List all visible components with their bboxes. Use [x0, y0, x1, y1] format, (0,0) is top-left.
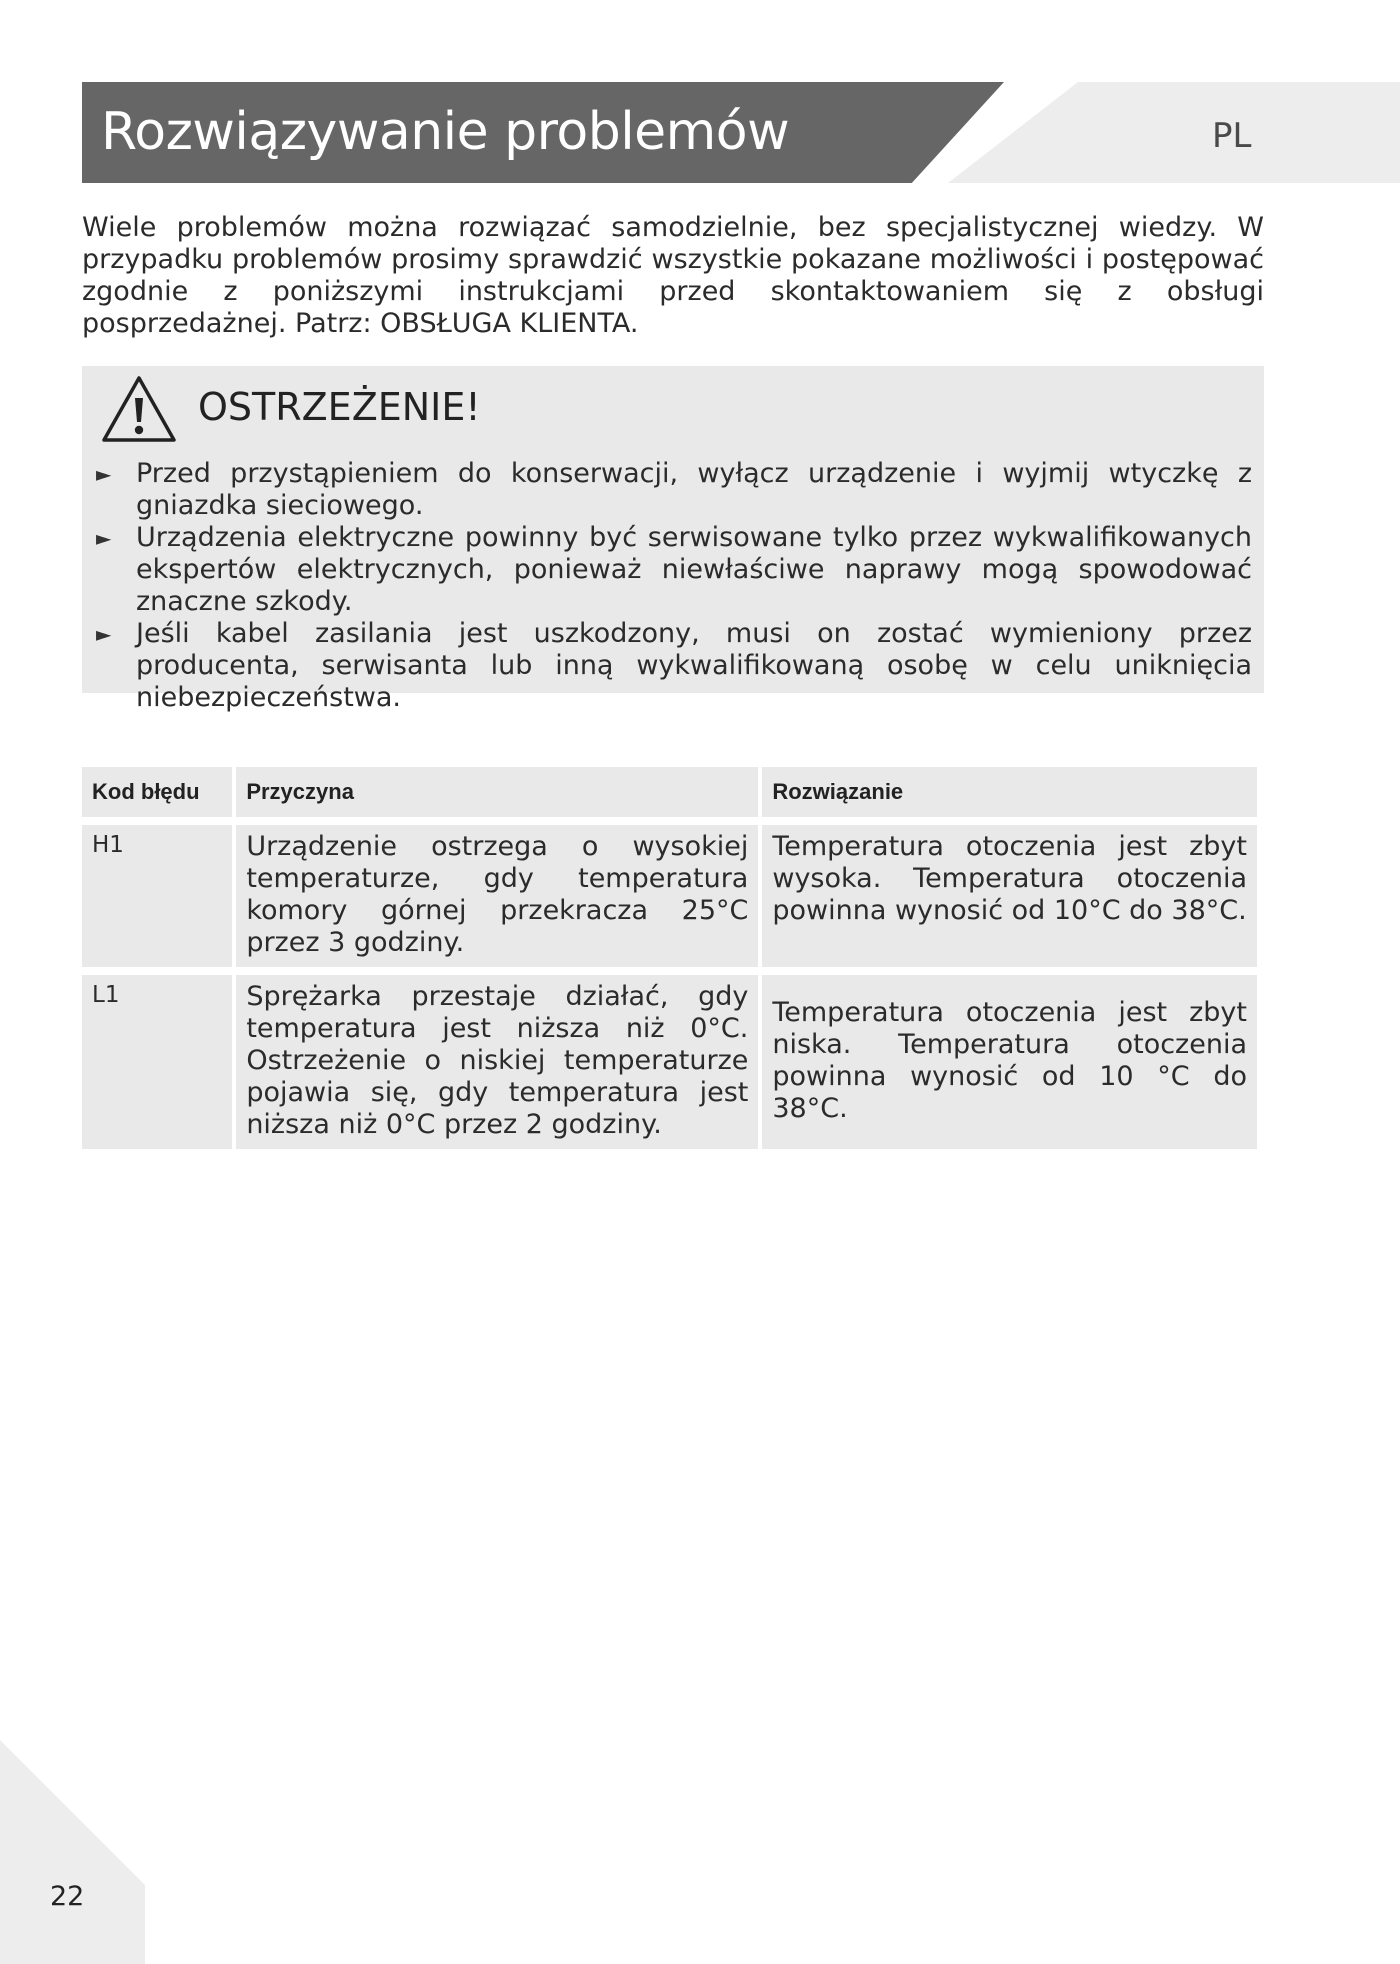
warning-item-text: Przed przystąpieniem do konserwacji, wyłącz urządzenie i wyjmij wtyczkę z gniazdka sieciowego. [136, 458, 1252, 521]
solution-cell: Temperatura otoczenia jest zbyt wysoka. Temperatura otoczenia powinna wynosić od 10°C do 38°C. [762, 825, 1257, 967]
error-code-table [78, 759, 1261, 1157]
table-row [82, 975, 1257, 1149]
error-code-cell: L1 [82, 975, 232, 1149]
bullet-arrow-icon: ► [96, 622, 112, 646]
warning-item [92, 458, 1252, 522]
warning-item [92, 618, 1252, 714]
bullet-arrow-icon: ► [96, 462, 112, 486]
table-row [82, 825, 1257, 967]
warning-triangle-icon [100, 374, 178, 444]
header-solution: Rozwiązanie [762, 767, 1257, 817]
intro-paragraph: Wiele problemów można rozwiązać samodzielnie, bez specjalistycznej wiedzy. W przypadku problemów prosimy sprawdzić wszystkie pokazane możliwości i postępować zgodnie z poniższymi instrukcjami przed skontaktowaniem się z obsługi posprzedażnej. Patrz: OBSŁUGA KLIENTA. [82, 212, 1264, 339]
page-number: 22 [50, 1881, 85, 1912]
warning-box [82, 366, 1264, 713]
corner-decoration-bottom [0, 1740, 160, 1964]
page-title: Rozwiązywanie problemów [101, 102, 790, 162]
header-cause: Przyczyna [236, 767, 758, 817]
warning-item [92, 522, 1252, 618]
warning-item-text: Urządzenia elektryczne powinny być serwisowane tylko przez wykwalifikowanych ekspertów elektrycznych, ponieważ niewłaściwe naprawy mogą spowodować znaczne szkody. [136, 522, 1252, 617]
header-error-code: Kod błędu [82, 767, 232, 817]
error-code-cell: H1 [82, 825, 232, 967]
warning-item-text: Jeśli kabel zasilania jest uszkodzony, musi on zostać wymieniony przez producenta, serwisanta lub inną wykwalifikowaną osobę w celu uniknięcia niebezpieczeństwa. [136, 618, 1252, 713]
cause-cell: Sprężarka przestaje działać, gdy temperatura jest niższa niż 0°C. Ostrzeżenie o niskiej temperaturze pojawia się, gdy temperatura jest niższa niż 0°C przez 2 godziny. [236, 975, 758, 1149]
cause-cell: Urządzenie ostrzega o wysokiej temperaturze, gdy temperatura komory górnej przekracza 25°C przez 3 godziny. [236, 825, 758, 967]
bullet-arrow-icon: ► [96, 526, 112, 550]
solution-cell: Temperatura otoczenia jest zbyt niska. Temperatura otoczenia powinna wynosić od 10 °C do 38°C. [762, 975, 1257, 1149]
table-header-row [82, 767, 1257, 817]
warning-title: OSTRZEŻENIE! [198, 385, 481, 429]
warning-list [92, 458, 1252, 714]
language-label: PL [1212, 116, 1252, 156]
